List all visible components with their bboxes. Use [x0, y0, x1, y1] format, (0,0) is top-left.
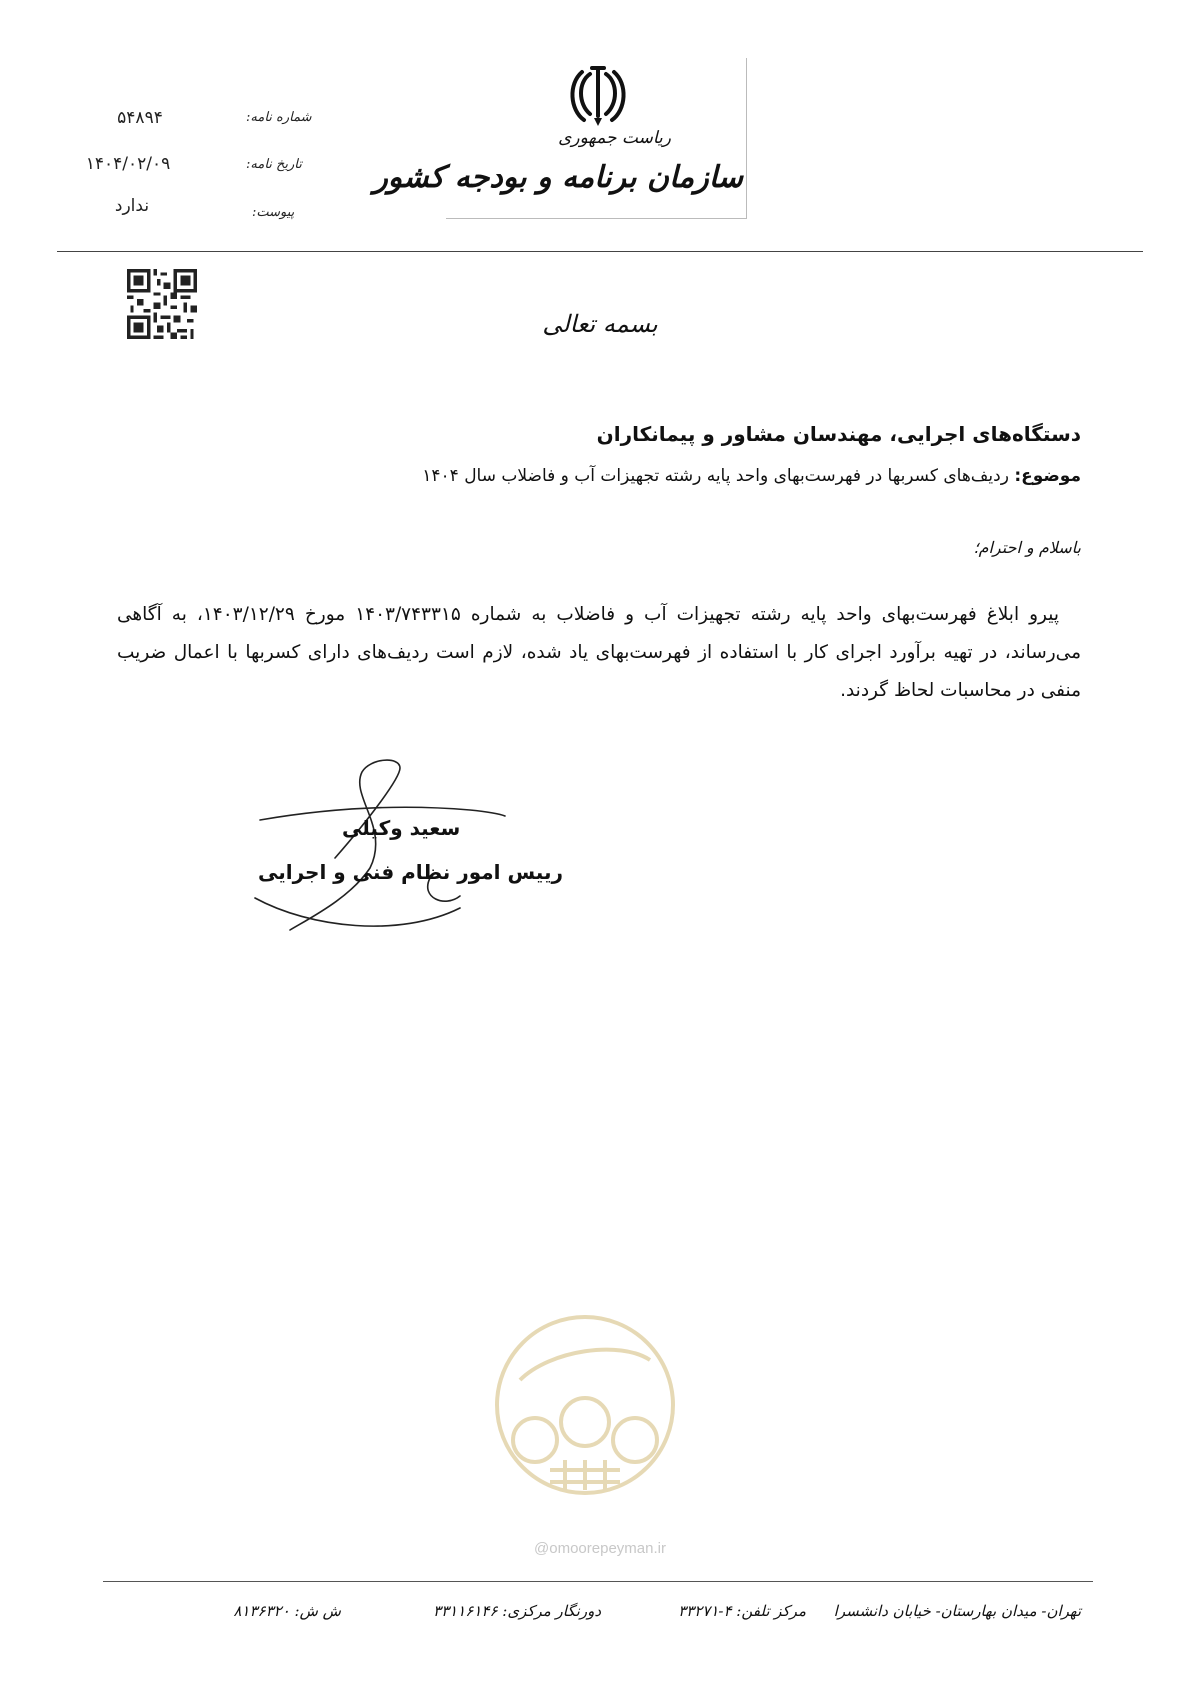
- subject-label: موضوع:: [1014, 466, 1081, 486]
- signer-name: سعید وکیلی: [342, 816, 461, 840]
- signer-title: رییس امور نظام فنی و اجرایی: [258, 860, 563, 884]
- recipient: دستگاه‌های اجرایی، مهندسان مشاور و پیمانکاران: [596, 422, 1081, 446]
- attachment-label: پیوست:: [252, 205, 295, 220]
- footer-fax: دورنگار مرکزی: ۳۳۱۱۶۱۴۶: [433, 1602, 601, 1620]
- watermark-url: @omoorepeyman.ir: [534, 1540, 666, 1557]
- watermark-logo: [490, 1310, 680, 1500]
- footer-phone: مرکز تلفن: ۴-۳۳۲۷۱: [678, 1602, 806, 1620]
- footer-address: تهران- میدان بهارستان- خیابان دانشسرا: [833, 1602, 1081, 1620]
- iran-emblem-icon: [568, 64, 628, 128]
- header-divider: [57, 251, 1143, 252]
- presidency-title: ریاست جمهوری: [558, 128, 671, 148]
- letter-body: پیرو ابلاغ فهرست‌بهای واحد پایه رشته تجهیزات آب و فاضلاب به شماره ۱۴۰۳/۷۴۳۳۱۵ مورخ ۱۴۰۳/۱۲/۲۹، به آگاهی می‌رساند، در تهیه برآورد اجرای کار با استفاده از فهرست‌بهای یاد شده، لازم است ردیف‌های دارای کسربها با اعمال ضریب منفی در محاسبات لحاظ گردند.: [117, 604, 1081, 701]
- letter-number-value: ۵۴۸۹۴: [117, 108, 163, 128]
- footer-postal-code: ش ش: ۸۱۳۶۳۲۰: [233, 1602, 341, 1620]
- footer-divider: [103, 1581, 1093, 1582]
- basmala: بسمه تعالی: [542, 310, 658, 338]
- attachment-value: ندارد: [114, 196, 150, 216]
- subject-line: [422, 466, 1081, 486]
- date-label: تاریخ نامه:: [246, 157, 302, 172]
- letter-number-label: شماره نامه:: [246, 110, 312, 125]
- qr-code: [127, 269, 197, 339]
- greeting: باسلام و احترام؛: [973, 538, 1081, 557]
- organization-name: سازمان برنامه و بودجه کشور: [373, 160, 743, 195]
- signature-scribble: [250, 758, 560, 938]
- subject-text: ردیف‌های کسربها در فهرست‌بهای واحد پایه رشته تجهیزات آب و فاضلاب سال ۱۴۰۴: [422, 466, 1009, 486]
- date-value: ۱۴۰۴/۰۲/۰۹: [85, 154, 171, 174]
